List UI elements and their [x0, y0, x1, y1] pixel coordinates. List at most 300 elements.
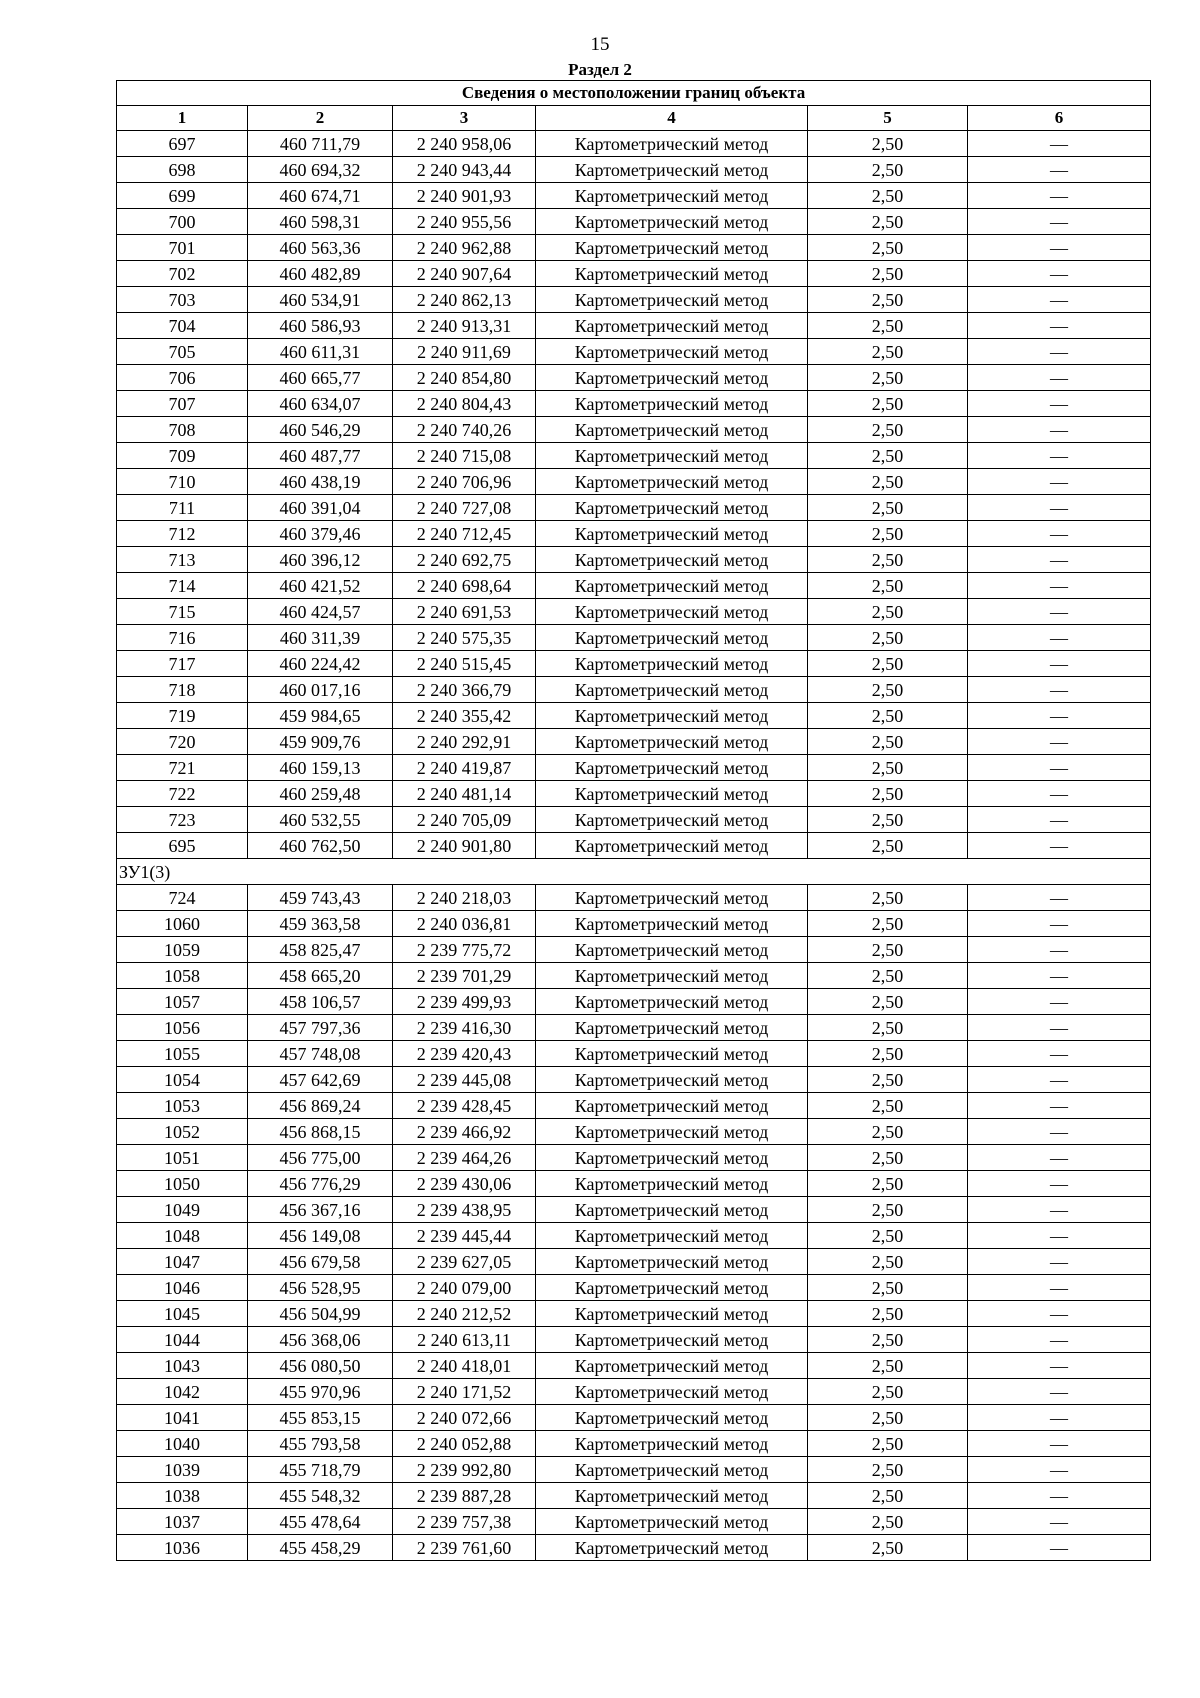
table-row — [117, 1535, 1151, 1561]
table-row — [117, 443, 1151, 469]
method-cell: Картометрический метод — [536, 365, 808, 391]
x-coordinate-cell: 460 634,07 — [248, 391, 393, 417]
accuracy-cell: 2,50 — [808, 339, 968, 365]
y-coordinate-cell: 2 240 698,64 — [393, 573, 536, 599]
accuracy-cell: 2,50 — [808, 729, 968, 755]
table-row — [117, 1067, 1151, 1093]
y-coordinate-cell: 2 240 955,56 — [393, 209, 536, 235]
method-cell: Картометрический метод — [536, 729, 808, 755]
point-number-cell: 1044 — [117, 1327, 248, 1353]
point-number-cell: 1051 — [117, 1145, 248, 1171]
table-row — [117, 495, 1151, 521]
y-coordinate-cell: 2 240 419,87 — [393, 755, 536, 781]
table-row — [117, 313, 1151, 339]
method-cell: Картометрический метод — [536, 1457, 808, 1483]
y-coordinate-cell: 2 240 862,13 — [393, 287, 536, 313]
x-coordinate-cell: 460 482,89 — [248, 261, 393, 287]
method-cell: Картометрический метод — [536, 1405, 808, 1431]
table-row — [117, 599, 1151, 625]
accuracy-cell: 2,50 — [808, 521, 968, 547]
x-coordinate-cell: 460 762,50 — [248, 833, 393, 859]
table-row — [117, 1171, 1151, 1197]
method-cell: Картометрический метод — [536, 339, 808, 365]
remark-cell: — — [968, 339, 1151, 365]
table-row — [117, 339, 1151, 365]
accuracy-cell: 2,50 — [808, 1431, 968, 1457]
table-row — [117, 1145, 1151, 1171]
method-cell: Картометрический метод — [536, 651, 808, 677]
accuracy-cell: 2,50 — [808, 599, 968, 625]
point-number-cell: 1052 — [117, 1119, 248, 1145]
accuracy-cell: 2,50 — [808, 547, 968, 573]
remark-cell: — — [968, 1301, 1151, 1327]
remark-cell: — — [968, 391, 1151, 417]
y-coordinate-cell: 2 239 701,29 — [393, 963, 536, 989]
accuracy-cell: 2,50 — [808, 131, 968, 157]
column-number-2: 2 — [248, 106, 393, 131]
y-coordinate-cell: 2 239 445,44 — [393, 1223, 536, 1249]
x-coordinate-cell: 460 421,52 — [248, 573, 393, 599]
y-coordinate-cell: 2 239 757,38 — [393, 1509, 536, 1535]
table-row — [117, 287, 1151, 313]
method-cell: Картометрический метод — [536, 1171, 808, 1197]
accuracy-cell: 2,50 — [808, 1067, 968, 1093]
remark-cell: — — [968, 885, 1151, 911]
y-coordinate-cell: 2 240 418,01 — [393, 1353, 536, 1379]
method-cell: Картометрический метод — [536, 1509, 808, 1535]
method-cell: Картометрический метод — [536, 443, 808, 469]
remark-cell: — — [968, 521, 1151, 547]
table-row — [117, 157, 1151, 183]
x-coordinate-cell: 460 586,93 — [248, 313, 393, 339]
x-coordinate-cell: 456 776,29 — [248, 1171, 393, 1197]
column-number-4: 4 — [536, 106, 808, 131]
method-cell: Картометрический метод — [536, 495, 808, 521]
y-coordinate-cell: 2 240 292,91 — [393, 729, 536, 755]
remark-cell: — — [968, 625, 1151, 651]
table-row — [117, 729, 1151, 755]
y-coordinate-cell: 2 239 627,05 — [393, 1249, 536, 1275]
y-coordinate-cell: 2 239 438,95 — [393, 1197, 536, 1223]
accuracy-cell: 2,50 — [808, 209, 968, 235]
remark-cell: — — [968, 1327, 1151, 1353]
method-cell: Картометрический метод — [536, 1379, 808, 1405]
point-number-cell: 1036 — [117, 1535, 248, 1561]
y-coordinate-cell: 2 240 943,44 — [393, 157, 536, 183]
remark-cell: — — [968, 755, 1151, 781]
point-number-cell: 710 — [117, 469, 248, 495]
accuracy-cell: 2,50 — [808, 1119, 968, 1145]
x-coordinate-cell: 455 853,15 — [248, 1405, 393, 1431]
x-coordinate-cell: 456 149,08 — [248, 1223, 393, 1249]
table-row — [117, 209, 1151, 235]
table-row — [117, 755, 1151, 781]
point-number-cell: 1042 — [117, 1379, 248, 1405]
point-number-cell: 1058 — [117, 963, 248, 989]
point-number-cell: 724 — [117, 885, 248, 911]
y-coordinate-cell: 2 240 481,14 — [393, 781, 536, 807]
table-row — [117, 885, 1151, 911]
y-coordinate-cell: 2 240 958,06 — [393, 131, 536, 157]
remark-cell: — — [968, 1483, 1151, 1509]
x-coordinate-cell: 455 793,58 — [248, 1431, 393, 1457]
table-row — [117, 1249, 1151, 1275]
remark-cell: — — [968, 183, 1151, 209]
remark-cell: — — [968, 781, 1151, 807]
y-coordinate-cell: 2 240 727,08 — [393, 495, 536, 521]
point-number-cell: 1041 — [117, 1405, 248, 1431]
remark-cell: — — [968, 1093, 1151, 1119]
remark-cell: — — [968, 729, 1151, 755]
remark-cell: — — [968, 989, 1151, 1015]
method-cell: Картометрический метод — [536, 209, 808, 235]
point-number-cell: 1045 — [117, 1301, 248, 1327]
x-coordinate-cell: 460 391,04 — [248, 495, 393, 521]
x-coordinate-cell: 456 869,24 — [248, 1093, 393, 1119]
table-row — [117, 1457, 1151, 1483]
y-coordinate-cell: 2 240 515,45 — [393, 651, 536, 677]
x-coordinate-cell: 458 106,57 — [248, 989, 393, 1015]
accuracy-cell: 2,50 — [808, 1275, 968, 1301]
point-number-cell: 711 — [117, 495, 248, 521]
y-coordinate-cell: 2 240 962,88 — [393, 235, 536, 261]
y-coordinate-cell: 2 239 430,06 — [393, 1171, 536, 1197]
table-row — [117, 1223, 1151, 1249]
remark-cell: — — [968, 1275, 1151, 1301]
y-coordinate-cell: 2 240 036,81 — [393, 911, 536, 937]
accuracy-cell: 2,50 — [808, 911, 968, 937]
accuracy-cell: 2,50 — [808, 469, 968, 495]
remark-cell: — — [968, 313, 1151, 339]
method-cell: Картометрический метод — [536, 1301, 808, 1327]
table-row — [117, 807, 1151, 833]
x-coordinate-cell: 455 718,79 — [248, 1457, 393, 1483]
point-number-cell: 1060 — [117, 911, 248, 937]
accuracy-cell: 2,50 — [808, 1483, 968, 1509]
table-row — [117, 833, 1151, 859]
method-cell: Картометрический метод — [536, 1093, 808, 1119]
point-number-cell: 719 — [117, 703, 248, 729]
x-coordinate-cell: 457 797,36 — [248, 1015, 393, 1041]
remark-cell: — — [968, 131, 1151, 157]
column-number-5: 5 — [808, 106, 968, 131]
column-number-row — [117, 106, 1151, 131]
method-cell: Картометрический метод — [536, 937, 808, 963]
point-number-cell: 1039 — [117, 1457, 248, 1483]
method-cell: Картометрический метод — [536, 131, 808, 157]
table-row — [117, 781, 1151, 807]
accuracy-cell: 2,50 — [808, 443, 968, 469]
y-coordinate-cell: 2 240 804,43 — [393, 391, 536, 417]
x-coordinate-cell: 460 694,32 — [248, 157, 393, 183]
y-coordinate-cell: 2 240 907,64 — [393, 261, 536, 287]
y-coordinate-cell: 2 240 854,80 — [393, 365, 536, 391]
point-number-cell: 703 — [117, 287, 248, 313]
method-cell: Картометрический метод — [536, 521, 808, 547]
y-coordinate-cell: 2 239 761,60 — [393, 1535, 536, 1561]
method-cell: Картометрический метод — [536, 833, 808, 859]
table-caption: Сведения о местоположении границ объекта — [117, 81, 1151, 106]
method-cell: Картометрический метод — [536, 1015, 808, 1041]
method-cell: Картометрический метод — [536, 547, 808, 573]
table-row — [117, 573, 1151, 599]
accuracy-cell: 2,50 — [808, 313, 968, 339]
accuracy-cell: 2,50 — [808, 1327, 968, 1353]
method-cell: Картометрический метод — [536, 1145, 808, 1171]
y-coordinate-cell: 2 239 464,26 — [393, 1145, 536, 1171]
remark-cell: — — [968, 1041, 1151, 1067]
page-number: 15 — [590, 34, 610, 55]
table-row — [117, 1197, 1151, 1223]
remark-cell: — — [968, 469, 1151, 495]
x-coordinate-cell: 459 909,76 — [248, 729, 393, 755]
method-cell: Картометрический метод — [536, 573, 808, 599]
remark-cell: — — [968, 287, 1151, 313]
accuracy-cell: 2,50 — [808, 677, 968, 703]
y-coordinate-cell: 2 240 715,08 — [393, 443, 536, 469]
remark-cell: — — [968, 1171, 1151, 1197]
method-cell: Картометрический метод — [536, 1223, 808, 1249]
y-coordinate-cell: 2 240 712,45 — [393, 521, 536, 547]
x-coordinate-cell: 456 080,50 — [248, 1353, 393, 1379]
x-coordinate-cell: 460 611,31 — [248, 339, 393, 365]
x-coordinate-cell: 460 674,71 — [248, 183, 393, 209]
point-number-cell: 715 — [117, 599, 248, 625]
table-caption-row — [117, 81, 1151, 106]
y-coordinate-cell: 2 240 613,11 — [393, 1327, 536, 1353]
point-number-cell: 1046 — [117, 1275, 248, 1301]
table-row — [117, 1483, 1151, 1509]
x-coordinate-cell: 460 534,91 — [248, 287, 393, 313]
point-number-cell: 707 — [117, 391, 248, 417]
remark-cell: — — [968, 911, 1151, 937]
remark-cell: — — [968, 547, 1151, 573]
y-coordinate-cell: 2 240 740,26 — [393, 417, 536, 443]
remark-cell: — — [968, 1223, 1151, 1249]
method-cell: Картометрический метод — [536, 963, 808, 989]
point-number-cell: 1054 — [117, 1067, 248, 1093]
x-coordinate-cell: 455 548,32 — [248, 1483, 393, 1509]
point-number-cell: 1057 — [117, 989, 248, 1015]
table-row — [117, 1405, 1151, 1431]
remark-cell: — — [968, 1457, 1151, 1483]
method-cell: Картометрический метод — [536, 781, 808, 807]
x-coordinate-cell: 460 424,57 — [248, 599, 393, 625]
accuracy-cell: 2,50 — [808, 1405, 968, 1431]
y-coordinate-cell: 2 239 887,28 — [393, 1483, 536, 1509]
point-number-cell: 714 — [117, 573, 248, 599]
method-cell: Картометрический метод — [536, 885, 808, 911]
method-cell: Картометрический метод — [536, 417, 808, 443]
accuracy-cell: 2,50 — [808, 495, 968, 521]
y-coordinate-cell: 2 239 466,92 — [393, 1119, 536, 1145]
point-number-cell: 713 — [117, 547, 248, 573]
table-row — [117, 1379, 1151, 1405]
method-cell: Картометрический метод — [536, 261, 808, 287]
x-coordinate-cell: 460 711,79 — [248, 131, 393, 157]
accuracy-cell: 2,50 — [808, 1249, 968, 1275]
accuracy-cell: 2,50 — [808, 573, 968, 599]
y-coordinate-cell: 2 240 052,88 — [393, 1431, 536, 1457]
method-cell: Картометрический метод — [536, 807, 808, 833]
point-number-cell: 1050 — [117, 1171, 248, 1197]
point-number-cell: 1053 — [117, 1093, 248, 1119]
method-cell: Картометрический метод — [536, 1119, 808, 1145]
method-cell: Картометрический метод — [536, 1431, 808, 1457]
x-coordinate-cell: 456 868,15 — [248, 1119, 393, 1145]
table-row — [117, 261, 1151, 287]
x-coordinate-cell: 460 487,77 — [248, 443, 393, 469]
point-number-cell: 1038 — [117, 1483, 248, 1509]
accuracy-cell: 2,50 — [808, 1015, 968, 1041]
point-number-cell: 1059 — [117, 937, 248, 963]
column-number-1: 1 — [117, 106, 248, 131]
y-coordinate-cell: 2 240 911,69 — [393, 339, 536, 365]
x-coordinate-cell: 460 396,12 — [248, 547, 393, 573]
y-coordinate-cell: 2 239 420,43 — [393, 1041, 536, 1067]
method-cell: Картометрический метод — [536, 183, 808, 209]
accuracy-cell: 2,50 — [808, 937, 968, 963]
accuracy-cell: 2,50 — [808, 1041, 968, 1067]
method-cell: Картометрический метод — [536, 1353, 808, 1379]
x-coordinate-cell: 460 532,55 — [248, 807, 393, 833]
x-coordinate-cell: 456 775,00 — [248, 1145, 393, 1171]
accuracy-cell: 2,50 — [808, 833, 968, 859]
table-row — [117, 469, 1151, 495]
table-row — [117, 1509, 1151, 1535]
method-cell: Картометрический метод — [536, 911, 808, 937]
table-row — [117, 183, 1151, 209]
x-coordinate-cell: 458 665,20 — [248, 963, 393, 989]
method-cell: Картометрический метод — [536, 755, 808, 781]
table-row — [117, 1431, 1151, 1457]
x-coordinate-cell: 460 598,31 — [248, 209, 393, 235]
x-coordinate-cell: 455 970,96 — [248, 1379, 393, 1405]
group-row — [117, 859, 1151, 885]
point-number-cell: 1047 — [117, 1249, 248, 1275]
table-row — [117, 1353, 1151, 1379]
method-cell: Картометрический метод — [536, 313, 808, 339]
accuracy-cell: 2,50 — [808, 625, 968, 651]
method-cell: Картометрический метод — [536, 989, 808, 1015]
point-number-cell: 1056 — [117, 1015, 248, 1041]
point-number-cell: 1049 — [117, 1197, 248, 1223]
method-cell: Картометрический метод — [536, 1535, 808, 1561]
point-number-cell: 1055 — [117, 1041, 248, 1067]
method-cell: Картометрический метод — [536, 287, 808, 313]
group-label: ЗУ1(3) — [117, 859, 1151, 885]
y-coordinate-cell: 2 240 901,80 — [393, 833, 536, 859]
y-coordinate-cell: 2 240 706,96 — [393, 469, 536, 495]
x-coordinate-cell: 456 367,16 — [248, 1197, 393, 1223]
table-row — [117, 703, 1151, 729]
point-number-cell: 702 — [117, 261, 248, 287]
method-cell: Картометрический метод — [536, 625, 808, 651]
column-number-3: 3 — [393, 106, 536, 131]
table-row — [117, 547, 1151, 573]
point-number-cell: 695 — [117, 833, 248, 859]
remark-cell: — — [968, 1509, 1151, 1535]
accuracy-cell: 2,50 — [808, 157, 968, 183]
accuracy-cell: 2,50 — [808, 1535, 968, 1561]
y-coordinate-cell: 2 239 499,93 — [393, 989, 536, 1015]
remark-cell: — — [968, 651, 1151, 677]
method-cell: Картометрический метод — [536, 703, 808, 729]
point-number-cell: 705 — [117, 339, 248, 365]
x-coordinate-cell: 459 363,58 — [248, 911, 393, 937]
y-coordinate-cell: 2 240 366,79 — [393, 677, 536, 703]
point-number-cell: 1043 — [117, 1353, 248, 1379]
accuracy-cell: 2,50 — [808, 807, 968, 833]
table-row — [117, 1041, 1151, 1067]
remark-cell: — — [968, 1353, 1151, 1379]
method-cell: Картометрический метод — [536, 1483, 808, 1509]
x-coordinate-cell: 460 546,29 — [248, 417, 393, 443]
remark-cell: — — [968, 963, 1151, 989]
remark-cell: — — [968, 599, 1151, 625]
x-coordinate-cell: 456 504,99 — [248, 1301, 393, 1327]
table-row — [117, 625, 1151, 651]
point-number-cell: 717 — [117, 651, 248, 677]
method-cell: Картометрический метод — [536, 235, 808, 261]
method-cell: Картометрический метод — [536, 157, 808, 183]
accuracy-cell: 2,50 — [808, 1379, 968, 1405]
remark-cell: — — [968, 261, 1151, 287]
accuracy-cell: 2,50 — [808, 1353, 968, 1379]
remark-cell: — — [968, 1431, 1151, 1457]
remark-cell: — — [968, 1249, 1151, 1275]
y-coordinate-cell: 2 240 355,42 — [393, 703, 536, 729]
y-coordinate-cell: 2 240 692,75 — [393, 547, 536, 573]
remark-cell: — — [968, 1067, 1151, 1093]
table-row — [117, 1301, 1151, 1327]
table-row — [117, 1275, 1151, 1301]
point-number-cell: 722 — [117, 781, 248, 807]
y-coordinate-cell: 2 239 428,45 — [393, 1093, 536, 1119]
point-number-cell: 723 — [117, 807, 248, 833]
remark-cell: — — [968, 677, 1151, 703]
table-row — [117, 521, 1151, 547]
accuracy-cell: 2,50 — [808, 1145, 968, 1171]
point-number-cell: 712 — [117, 521, 248, 547]
boundary-coordinates-table — [116, 80, 1151, 1561]
point-number-cell: 1037 — [117, 1509, 248, 1535]
x-coordinate-cell: 460 311,39 — [248, 625, 393, 651]
point-number-cell: 704 — [117, 313, 248, 339]
remark-cell: — — [968, 1379, 1151, 1405]
remark-cell: — — [968, 833, 1151, 859]
accuracy-cell: 2,50 — [808, 651, 968, 677]
x-coordinate-cell: 459 743,43 — [248, 885, 393, 911]
accuracy-cell: 2,50 — [808, 1223, 968, 1249]
point-number-cell: 698 — [117, 157, 248, 183]
x-coordinate-cell: 456 368,06 — [248, 1327, 393, 1353]
y-coordinate-cell: 2 240 072,66 — [393, 1405, 536, 1431]
point-number-cell: 701 — [117, 235, 248, 261]
method-cell: Картометрический метод — [536, 1197, 808, 1223]
accuracy-cell: 2,50 — [808, 183, 968, 209]
table-row — [117, 1327, 1151, 1353]
table-row — [117, 651, 1151, 677]
table-row — [117, 365, 1151, 391]
point-number-cell: 1040 — [117, 1431, 248, 1457]
x-coordinate-cell: 455 478,64 — [248, 1509, 393, 1535]
accuracy-cell: 2,50 — [808, 1197, 968, 1223]
table-row — [117, 417, 1151, 443]
method-cell: Картометрический метод — [536, 677, 808, 703]
x-coordinate-cell: 459 984,65 — [248, 703, 393, 729]
accuracy-cell: 2,50 — [808, 703, 968, 729]
